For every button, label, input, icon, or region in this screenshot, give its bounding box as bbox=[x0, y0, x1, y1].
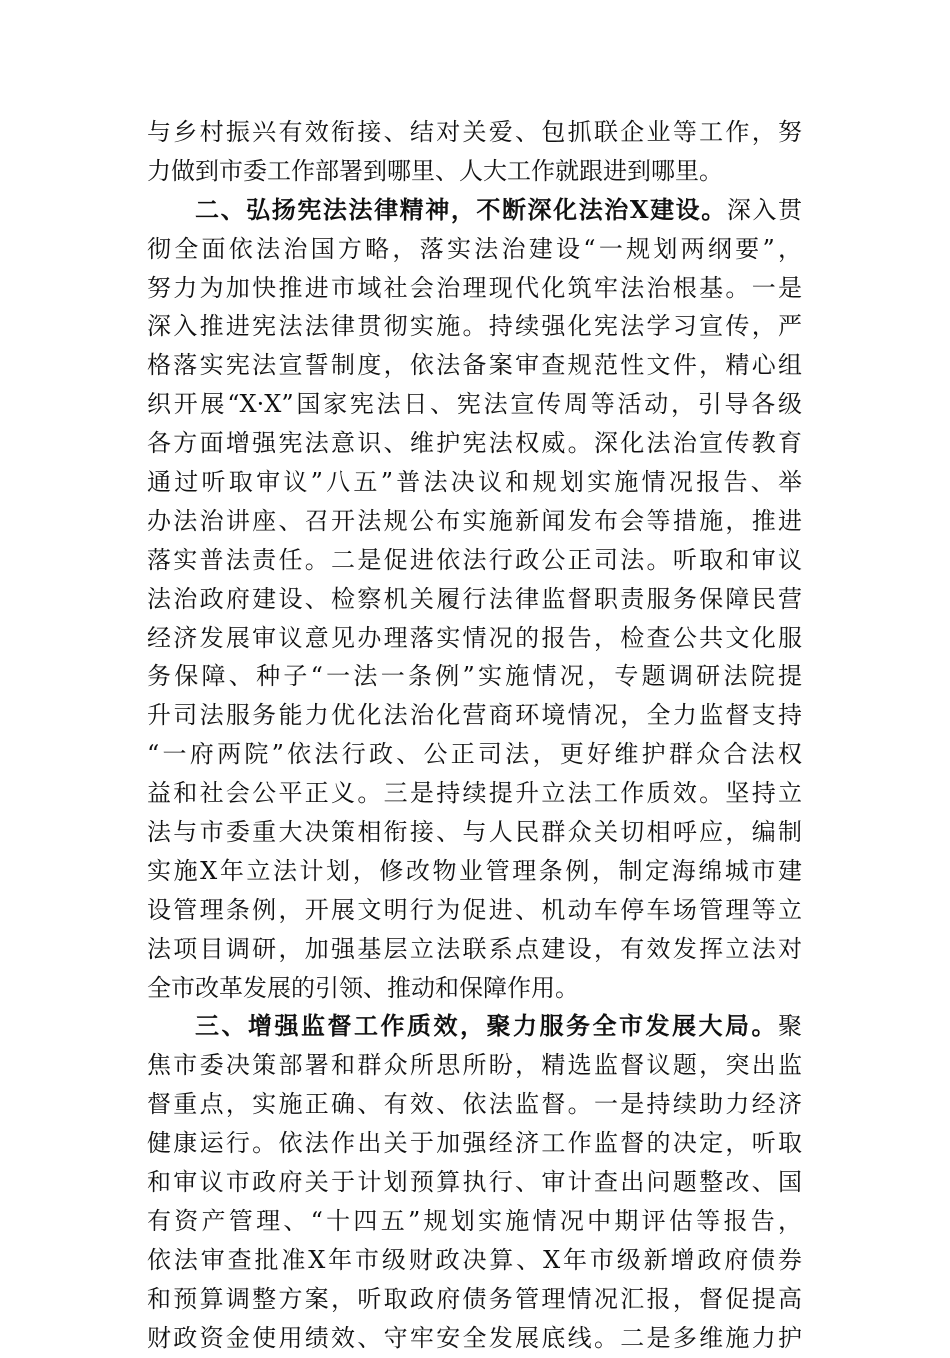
body-text: 力做到市委工作部署到哪里、人大工作就跟进到哪里。 bbox=[147, 156, 723, 185]
text-line bbox=[147, 307, 802, 346]
text-line bbox=[147, 152, 802, 191]
section-heading: 二、弘扬宪法法律精神，不断深化法治X建设。 bbox=[195, 194, 727, 224]
body-text: 法治政府建设、检察机关履行法律监督职责服务保障民营 bbox=[147, 584, 802, 613]
text-line bbox=[147, 735, 802, 774]
body-text: 努力为加快推进市域社会治理现代化筑牢法治根基。一是 bbox=[147, 273, 802, 302]
body-text: 和预算调整方案，听取政府债务管理情况汇报，督促提高 bbox=[147, 1284, 802, 1313]
text-line bbox=[147, 269, 802, 308]
text-line bbox=[147, 891, 802, 930]
body-text: 有资产管理、“十四五”规划实施情况中期评估等报告， bbox=[147, 1206, 802, 1235]
text-line bbox=[147, 541, 802, 580]
body-text: 经济发展审议意见办理落实情况的报告，检查公共文化服 bbox=[147, 623, 802, 652]
body-text: 升司法服务能力优化法治化营商环境情况，全力监督支持 bbox=[147, 701, 802, 730]
text-line bbox=[147, 852, 802, 891]
text-line bbox=[147, 424, 802, 463]
body-text: 依法审查批准X年市级财政决算、X年市级新增政府债券 bbox=[147, 1245, 802, 1274]
body-text: 全市改革发展的引领、推动和保障作用。 bbox=[147, 973, 579, 1002]
body-text: 和审议市政府关于计划预算执行、审计查出问题整改、国 bbox=[147, 1168, 802, 1197]
text-line bbox=[147, 1280, 802, 1319]
text-line bbox=[147, 619, 802, 658]
text-line bbox=[147, 463, 802, 502]
body-text: 各方面增强宪法意识、维护宪法权威。深化法治宣传教育 bbox=[147, 429, 802, 458]
body-text: 彻全面依法治国方略，落实法治建设“一规划两纲要”， bbox=[147, 234, 802, 263]
body-text: 督重点，实施正确、有效、依法监督。一是持续助力经济 bbox=[147, 1090, 802, 1119]
document-body bbox=[147, 113, 802, 1358]
body-text: 益和社会公平正义。三是持续提升立法工作质效。坚持立 bbox=[147, 779, 802, 808]
body-text: 法与市委重大决策相衔接、与人民群众关切相呼应，编制 bbox=[147, 818, 802, 847]
text-line bbox=[147, 969, 802, 1008]
body-text: 实施X年立法计划，修改物业管理条例，制定海绵城市建 bbox=[147, 856, 802, 885]
body-text: 落实普法责任。二是促进依法行政公正司法。听取和审议 bbox=[147, 545, 802, 574]
body-text: 织开展“X·X”国家宪法日、宪法宣传周等活动，引导各级 bbox=[147, 390, 802, 419]
text-line bbox=[147, 1163, 802, 1202]
text-line bbox=[147, 774, 802, 813]
text-line bbox=[147, 1319, 802, 1358]
text-line bbox=[147, 346, 802, 385]
text-line bbox=[147, 230, 802, 269]
text-line bbox=[147, 385, 802, 424]
text-line bbox=[147, 657, 802, 696]
body-text: 健康运行。依法作出关于加强经济工作监督的决定，听取 bbox=[147, 1129, 802, 1158]
body-text: 与乡村振兴有效衔接、结对关爱、包抓联企业等工作，努 bbox=[147, 118, 802, 146]
text-line bbox=[147, 813, 802, 852]
section-heading: 三、增强监督工作质效，聚力服务全市发展大局。 bbox=[195, 1011, 778, 1041]
text-line bbox=[147, 1007, 802, 1046]
body-text: 办法治讲座、召开法规公布实施新闻发布会等措施，推进 bbox=[147, 506, 802, 535]
text-line bbox=[147, 1241, 802, 1280]
body-text: 财政资金使用绩效、守牢安全发展底线。二是多维施力护 bbox=[147, 1323, 802, 1352]
text-line bbox=[147, 1202, 802, 1241]
text-line bbox=[147, 1124, 802, 1163]
text-line bbox=[147, 696, 802, 735]
text-line bbox=[147, 930, 802, 969]
body-text: 务保障、种子“一法一条例”实施情况，专题调研法院提 bbox=[147, 662, 802, 691]
body-text: 设管理条例，开展文明行为促进、机动车停车场管理等立 bbox=[147, 895, 802, 924]
text-line bbox=[147, 1046, 802, 1085]
body-text: 法项目调研，加强基层立法联系点建设，有效发挥立法对 bbox=[147, 934, 802, 963]
body-text: 深入贯 bbox=[726, 195, 803, 224]
body-text: 深入推进宪法法律贯彻实施。持续强化宪法学习宣传，严 bbox=[147, 312, 802, 341]
text-line bbox=[147, 580, 802, 619]
body-text: 通过听取审议”八五”普法决议和规划实施情况报告、举 bbox=[147, 468, 802, 497]
text-line bbox=[147, 1085, 802, 1124]
body-text: 焦市委决策部署和群众所思所盼，精选监督议题，突出监 bbox=[147, 1051, 802, 1080]
text-line bbox=[147, 191, 802, 230]
body-text: 聚 bbox=[778, 1012, 802, 1041]
body-text: “一府两院”依法行政、公正司法，更好维护群众合法权 bbox=[147, 740, 802, 769]
text-line bbox=[147, 502, 802, 541]
body-text: 格落实宪法宣誓制度，依法备案审查规范性文件，精心组 bbox=[147, 351, 802, 380]
text-line bbox=[147, 113, 802, 152]
